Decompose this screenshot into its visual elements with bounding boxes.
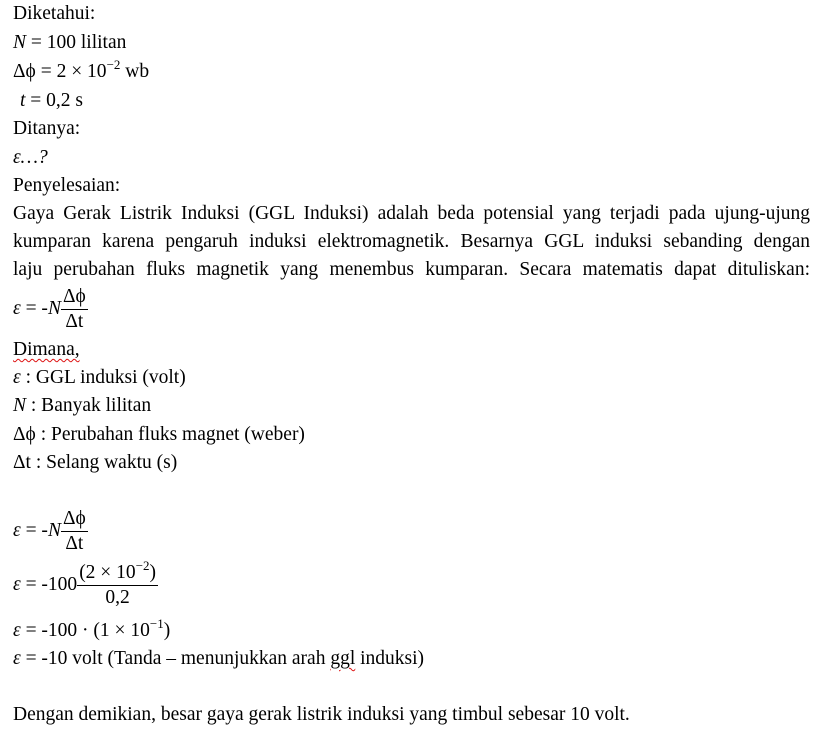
calc2-eq: = -100 — [20, 573, 78, 595]
calc2-num-exponent: −2 — [135, 558, 150, 573]
calc3-eq: = -100 · (1 × 10 — [20, 620, 150, 641]
calc-step-4 — [13, 647, 424, 671]
t-value: 0,2 s — [46, 90, 84, 111]
ditanya-heading: Ditanya: — [13, 118, 81, 139]
dphi-eq: = — [35, 61, 57, 82]
calc3-close: ) — [163, 620, 171, 641]
def-dphi — [13, 423, 305, 447]
calc3-exponent: −1 — [149, 616, 164, 631]
def-n-symbol: N — [13, 395, 27, 416]
calc-step-2 — [13, 558, 158, 609]
penyelesaian-heading: Penyelesaian: — [13, 175, 121, 196]
calc4-rest: induksi) — [355, 648, 425, 669]
calc4-lhs: ε — [13, 648, 21, 669]
formula-denominator: Δt — [65, 311, 84, 332]
calc1-lhs: ε — [13, 519, 21, 541]
def-emf-symbol: ε — [13, 367, 21, 388]
conclusion: Dengan demikian, besar gaya gerak listrik induksi yang timbul sebesar 10 volt. — [13, 704, 630, 725]
dphi-exponent: −2 — [106, 57, 121, 72]
calc2-num-open: (2 × 10 — [79, 562, 136, 583]
t-eq: = — [25, 90, 47, 111]
calc1-fraction — [61, 508, 88, 555]
n-value: 100 lilitan — [46, 32, 127, 53]
formula-numerator: Δϕ — [61, 286, 88, 310]
calc2-fraction — [77, 558, 158, 609]
calc2-numerator — [77, 558, 158, 586]
dphi-mantissa: 2 × 10 — [56, 61, 107, 82]
calc4-eq: = -10 volt (Tanda – menunjukkan arah — [20, 648, 331, 669]
calc3-lhs: ε — [13, 620, 21, 641]
calc2-lhs: ε — [13, 573, 21, 595]
def-dphi-text: : Perubahan fluks magnet (weber) — [35, 424, 305, 445]
emf-formula — [13, 286, 88, 333]
given-dphi — [13, 57, 150, 84]
def-emf — [13, 366, 186, 390]
calc-step-3 — [13, 616, 171, 643]
dphi-unit: wb — [120, 61, 150, 82]
dphi-symbol: Δϕ — [13, 61, 36, 82]
formula-coef: N — [47, 297, 61, 319]
given-t — [20, 89, 83, 113]
def-emf-text: : GGL induksi (volt) — [20, 367, 186, 388]
formula-fraction — [61, 286, 88, 333]
ditanya-query: ε…? — [13, 147, 48, 168]
formula-eq: = - — [20, 297, 48, 319]
calc1-denominator: Δt — [65, 533, 84, 554]
calc1-numerator: Δϕ — [61, 508, 88, 532]
paragraph-line-3: laju perubahan fluks magnetik yang menembus kumparan. Secara matematis dapat dituliskan: — [13, 259, 810, 280]
def-dt — [13, 451, 177, 475]
dimana-heading — [13, 338, 80, 362]
n-symbol: N — [13, 32, 27, 53]
calc-step-1 — [13, 508, 88, 555]
formula-lhs: ε — [13, 297, 21, 319]
dimana-word: Dimana, — [13, 339, 80, 360]
calc1-coef: N — [47, 519, 61, 541]
calc1-eq: = - — [20, 519, 48, 541]
def-dphi-symbol: Δϕ — [13, 424, 36, 445]
t-symbol: t — [20, 90, 26, 111]
diketahui-heading: Diketahui: — [13, 3, 96, 24]
calc2-num-close: ) — [149, 562, 157, 583]
def-dt-text: : Selang waktu (s) — [30, 452, 178, 473]
def-n-text: : Banyak lilitan — [26, 395, 152, 416]
paragraph-line-1: Gaya Gerak Listrik Induksi (GGL Induksi) adalah beda potensial yang terjadi pada ujung-ujung — [13, 203, 810, 224]
n-eq: = — [26, 32, 47, 53]
paragraph-line-2: kumparan karena pengaruh induksi elektromagnetik. Besarnya GGL induksi sebanding dengan — [13, 231, 810, 252]
calc2-denominator: 0,2 — [105, 587, 130, 608]
given-n — [13, 31, 126, 55]
def-dt-symbol: Δt — [13, 452, 31, 473]
calc4-ggl: ggl — [330, 648, 356, 669]
def-n — [13, 394, 151, 418]
